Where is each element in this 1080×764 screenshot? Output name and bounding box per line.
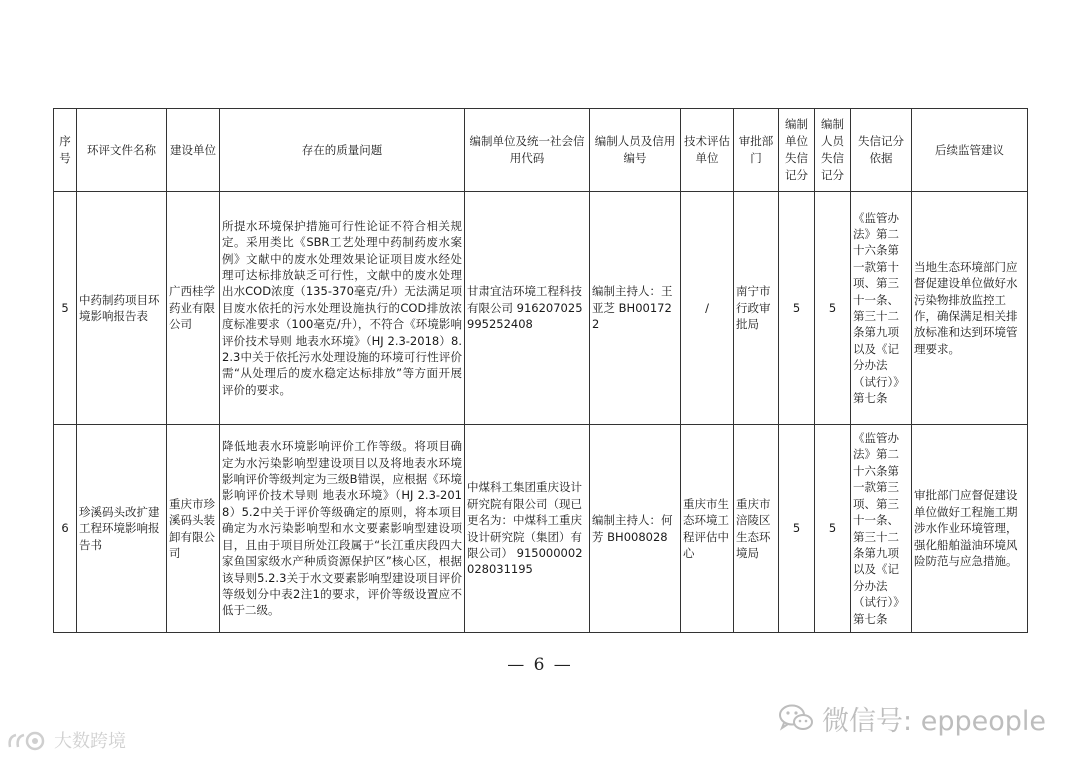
header-builder: 建设单位: [167, 109, 220, 192]
header-staff: 编制人员及信用编号: [590, 109, 681, 192]
cell-tech: 重庆市生态环境工程评估中心: [681, 425, 734, 633]
quality-issues-table: [53, 108, 1028, 633]
header-basis: 失信记分依据: [851, 109, 912, 192]
cell-issue: 所提水环境保护措施可行性论证不符合相关规定。采用类比《SBR工艺处理中药制药废水案例》文献中的废水处理效果论证项目废水经处理可达标排放缺乏可行性，文献中的废水处理出水COD浓度（135-370毫克/升）无法满足项目废水依托的污水处理设施执行的COD排放浓度标准要求（100毫克/升），不符合《环境影响评价技术导则 地表水环境》（HJ 2.3-2018）8.2.3中关于依托污水处理设施的环境可行性评价需“从处理后的废水稳定达标排放”等方面开展评价的要求。: [220, 192, 465, 425]
cell-staff: 编制主持人：王亚芝 BH001722: [590, 192, 681, 425]
cell-staff-points: 5: [815, 425, 851, 633]
table-row: [54, 192, 1028, 425]
brand-text: 大数跨境: [54, 731, 126, 752]
cell-advice: 当地生态环境部门应督促建设单位做好水污染物排放监控工作，确保满足相关排放标准和达到环境管理要求。: [912, 192, 1028, 425]
header-tech: 技术评估单位: [681, 109, 734, 192]
cell-no: 6: [54, 425, 77, 633]
header-compiler: 编制单位及统一社会信用代码: [465, 109, 590, 192]
cell-basis: 《监管办法》第二十六条第一款第三项、第三十一条、第三十二条第九项以及《记分办法（试行）》第七条: [851, 425, 912, 633]
cell-approver: 南宁市行政审批局: [734, 192, 779, 425]
wechat-icon: [778, 703, 814, 733]
table-header-row: [54, 109, 1028, 192]
cell-issue: 降低地表水环境影响评价工作等级。将项目确定为水污染影响型建设项目以及将地表水环境影响评价等级判定为三级B错误，应根据《环境影响评价技术导则 地表水环境》（HJ 2.3-2018）5.2中关于评价等级确定的原则，将本项目确定为水污染影响型和水文要素影响型建设项目，且由于项目所处江段属于“长江重庆段四大家鱼国家级水产种质资源保护区”核心区，根据该导则5.2.3关于水文要素影响型建设项目评价等级划分中表2注1的要求，评价等级设置应不低于二级。: [220, 425, 465, 633]
cell-basis: 《监管办法》第二十六条第一款第十项、第三十一条、第三十二条第九项以及《记分办法（试行）》第七条: [851, 192, 912, 425]
cell-builder: 重庆市珍溪码头装卸有限公司: [167, 425, 220, 633]
cell-approver: 重庆市涪陵区生态环境局: [734, 425, 779, 633]
logo-mark-icon: [6, 729, 48, 751]
wechat-watermark: [778, 700, 1046, 736]
table-row: [54, 425, 1028, 633]
cell-report: 珍溪码头改扩建工程环境影响报告书: [77, 425, 167, 633]
header-issue: 存在的质量问题: [220, 109, 465, 192]
page-number: — 6 —: [507, 655, 573, 675]
cell-builder: 广西桂学药业有限公司: [167, 192, 220, 425]
cell-staff: 编制主持人：何芳 BH008028: [590, 425, 681, 633]
cell-advice: 审批部门应督促建设单位做好工程施工期涉水作业环境管理，强化船舶溢油环境风险防范与应急措施。: [912, 425, 1028, 633]
cell-no: 5: [54, 192, 77, 425]
cell-unit-points: 5: [779, 425, 815, 633]
cell-staff-points: 5: [815, 192, 851, 425]
wechat-id-text: 微信号: eppeople: [822, 705, 1046, 737]
cell-unit-points: 5: [779, 192, 815, 425]
header-staff-points: 编制人员失信记分: [815, 109, 851, 192]
header-report: 环评文件名称: [77, 109, 167, 192]
cell-compiler: 中煤科工集团重庆设计研究院有限公司（现已更名为：中煤科工重庆设计研究院（集团）有限公司） 915000002028031195: [465, 425, 590, 633]
header-advice: 后续监管建议: [912, 109, 1028, 192]
brand-watermark: [6, 726, 126, 754]
header-no: 序号: [54, 109, 77, 192]
cell-report: 中药制药项目环境影响报告表: [77, 192, 167, 425]
header-approver: 审批部门: [734, 109, 779, 192]
cell-compiler: 甘肃宜洁环境工程科技有限公司 916207025995252408: [465, 192, 590, 425]
header-unit-points: 编制单位失信记分: [779, 109, 815, 192]
cell-tech: /: [681, 192, 734, 425]
